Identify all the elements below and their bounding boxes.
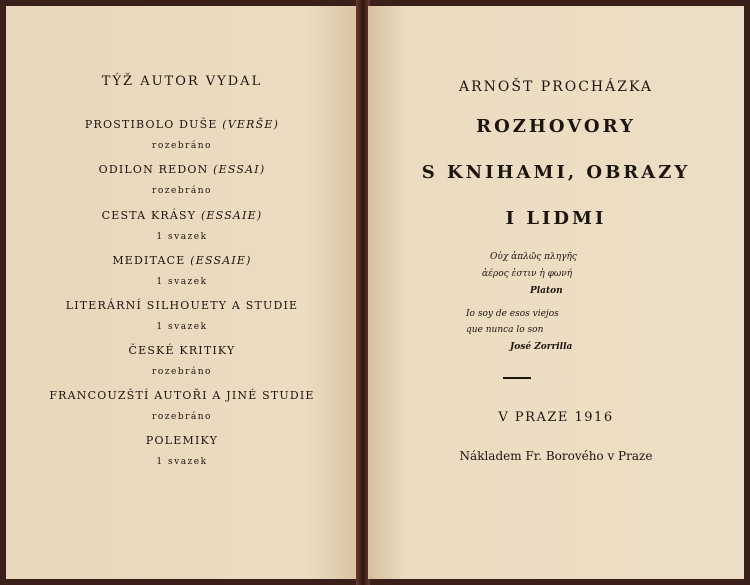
book-title-line: S KNIHAMI, OBRAZY — [421, 162, 691, 183]
epigraph-line: Io soy de esos viejos — [466, 309, 559, 319]
epigraph-attribution: José Zorrilla — [510, 342, 573, 352]
work-status: rozebráno — [152, 141, 212, 151]
work-title: POLEMIKY — [145, 434, 219, 447]
list-heading: TÝŽ AUTOR VYDAL — [101, 74, 263, 89]
epigraph-attribution: Platon — [530, 286, 563, 296]
work-status: 1 svazek — [156, 277, 208, 287]
work-status: 1 svazek — [156, 457, 208, 467]
work-status: 1 svazek — [156, 232, 208, 242]
place-year: V PRAZE 1916 — [498, 410, 614, 425]
epigraph-line: Οὐχ ἁπλῶς πληγῆς — [490, 252, 577, 262]
work-title: MEDITACE (ESSAIE) — [112, 254, 252, 267]
book-title-line: I LIDMI — [505, 208, 607, 229]
work-status: rozebráno — [152, 412, 212, 422]
work-title: LITERÁRNÍ SILHOUETY A STUDIE — [65, 299, 299, 312]
work-title: ČESKÉ KRITIKY — [128, 344, 236, 357]
work-status: 1 svazek — [156, 322, 208, 332]
work-status: rozebráno — [152, 367, 212, 377]
epigraph-line: ἀέρος ἐστιν ἡ φωνή — [482, 269, 573, 279]
ornament-rule — [503, 377, 531, 379]
author-name: ARNOŠT PROCHÁZKA — [459, 79, 653, 95]
left-page — [6, 6, 358, 579]
publisher-line: Nákladem Fr. Borového v Praze — [459, 449, 653, 463]
book-title-line: ROZHOVORY — [476, 116, 636, 137]
epigraph-line: que nunca lo son — [466, 325, 544, 335]
work-title: ODILON REDON (ESSAI) — [98, 163, 266, 176]
right-page — [368, 6, 744, 579]
work-status: rozebráno — [152, 186, 212, 196]
work-title: PROSTIBOLO DUŠE (VERŠE) — [84, 118, 280, 131]
work-title: FRANCOUZŠTÍ AUTOŘI A JINÉ STUDIE — [49, 389, 315, 402]
work-title: CESTA KRÁSY (ESSAIE) — [101, 209, 263, 222]
